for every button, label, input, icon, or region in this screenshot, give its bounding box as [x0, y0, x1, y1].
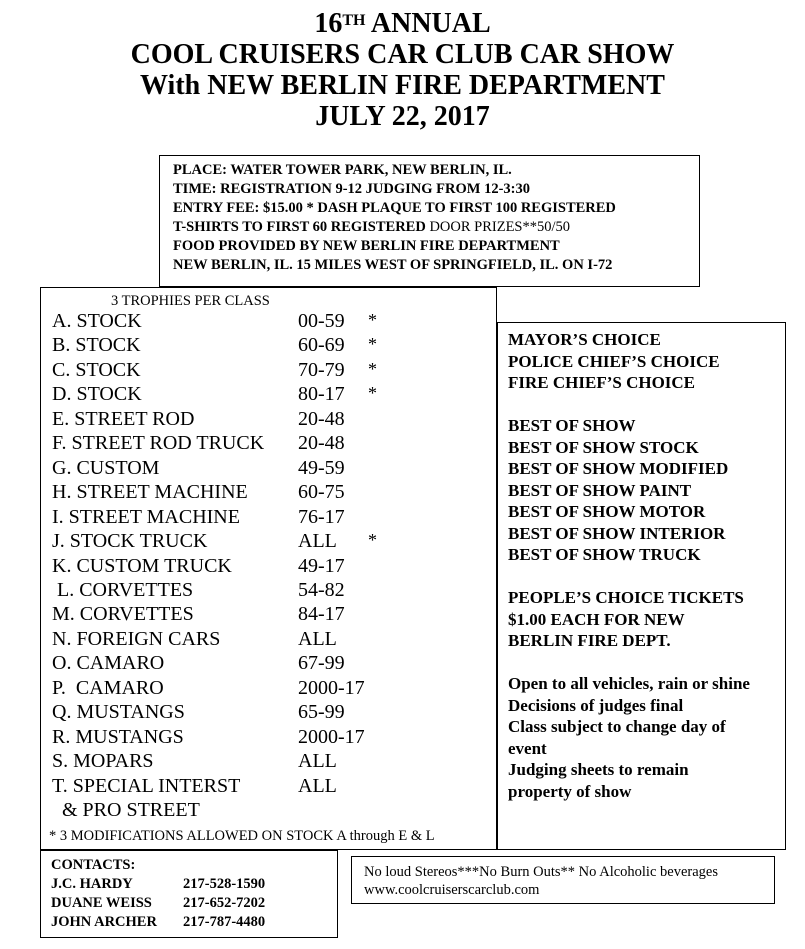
best-of-show-award: BEST OF SHOW MOTOR — [508, 502, 706, 521]
stock-footnote: * 3 MODIFICATIONS ALLOWED ON STOCK A through E & L — [49, 828, 435, 844]
class-years: ALL — [298, 627, 337, 650]
class-name: E. STREET ROD — [52, 407, 195, 430]
edition-suffix: TH — [342, 12, 366, 29]
choice-award: POLICE CHIEF’S CHOICE — [508, 351, 720, 371]
class-name: O. CAMARO — [52, 652, 165, 675]
class-years: 54-82 — [298, 578, 345, 601]
class-name: & PRO STREET — [52, 799, 200, 821]
class-name: R. MUSTANGS — [52, 725, 184, 748]
class-name: H. STREET MACHINE — [52, 481, 248, 504]
flyer-title — [0, 8, 805, 132]
stock-asterisk: * — [368, 334, 377, 355]
class-years: 20-48 — [298, 407, 345, 430]
stock-asterisk: * — [368, 383, 377, 404]
show-rule-line: Open to all vehicles, rain or shine — [508, 674, 750, 693]
class-name: J. STOCK TRUCK — [52, 530, 208, 553]
contact-row — [51, 913, 337, 932]
class-name: B. STOCK — [52, 334, 141, 357]
class-name: C. STOCK — [52, 358, 141, 381]
title-line-annual — [0, 8, 805, 39]
classes-box — [40, 287, 497, 850]
contacts-box — [40, 850, 338, 938]
show-rule-line: event — [508, 738, 547, 758]
spacer — [508, 652, 785, 674]
class-name: P. CAMARO — [52, 676, 164, 699]
peoples-choice-line: BERLIN FIRE DEPT. — [508, 631, 671, 650]
stock-asterisk: * — [368, 358, 377, 379]
location-line: NEW BERLIN, IL. 15 MILES WEST OF SPRINGFIELD, IL. ON I-72 — [173, 257, 613, 273]
class-name: K. CUSTOM TRUCK — [52, 554, 232, 577]
best-of-show-award: BEST OF SHOW STOCK — [508, 437, 699, 457]
contact-name: JOHN ARCHER — [51, 914, 157, 930]
spacer — [508, 394, 785, 416]
entry-fee-line: ENTRY FEE: $15.00 * DASH PLAQUE TO FIRST 100 REGISTERED — [173, 200, 616, 216]
event-info-box — [159, 155, 700, 287]
best-of-show-award: BEST OF SHOW — [508, 416, 636, 435]
contacts-heading: CONTACTS: — [51, 857, 136, 873]
class-name: D. STOCK — [52, 383, 142, 406]
best-of-show-award: BEST OF SHOW INTERIOR — [508, 523, 726, 543]
title-line-partner: With NEW BERLIN FIRE DEPARTMENT — [140, 70, 665, 101]
door-prizes-text: DOOR PRIZES**50/50 — [429, 219, 571, 235]
stock-asterisk: * — [368, 310, 377, 330]
title-line-show: COOL CRUISERS CAR CLUB CAR SHOW — [130, 39, 675, 70]
awards-list — [508, 329, 785, 802]
contact-phone[interactable]: 217-528-1590 — [183, 876, 266, 892]
show-rule-line: Class subject to change day of — [508, 717, 726, 736]
contact-row — [51, 894, 337, 913]
peoples-choice-line: PEOPLE’S CHOICE TICKETS — [508, 588, 744, 607]
peoples-choice-line: $1.00 EACH FOR NEW — [508, 609, 685, 629]
class-years: 49-17 — [298, 554, 345, 577]
website-link[interactable]: www.coolcruiserscarclub.com — [364, 882, 540, 898]
show-rule-line: Judging sheets to remain — [508, 760, 689, 779]
class-years: 67-99 — [298, 652, 345, 675]
tshirts-text: T-SHIRTS TO FIRST 60 REGISTERED — [173, 219, 430, 235]
place-line: PLACE: WATER TOWER PARK, NEW BERLIN, IL. — [173, 162, 512, 178]
class-years: 2000-17 — [298, 725, 365, 748]
spacer — [508, 566, 785, 588]
class-years: ALL — [298, 774, 337, 797]
class-years: ALL — [298, 530, 337, 553]
trophies-note: 3 TROPHIES PER CLASS — [111, 293, 270, 309]
class-years: 00-59 — [298, 310, 345, 332]
choice-award: MAYOR’S CHOICE — [508, 330, 661, 349]
tshirts-line — [173, 218, 699, 237]
class-years: 84-17 — [298, 603, 345, 626]
contact-phone[interactable]: 217-787-4480 — [183, 914, 266, 930]
show-rules: No loud Stereos***No Burn Outs** No Alcoholic beverages — [364, 864, 718, 880]
title-line-date: JULY 22, 2017 — [315, 101, 490, 132]
awards-box — [497, 322, 786, 850]
class-name: I. STREET MACHINE — [52, 505, 240, 528]
class-years: 20-48 — [298, 432, 345, 455]
best-of-show-award: BEST OF SHOW MODIFIED — [508, 459, 729, 478]
class-years: 80-17 — [298, 383, 345, 406]
contact-row — [51, 875, 337, 894]
class-name: F. STREET ROD TRUCK — [52, 432, 265, 455]
class-years: ALL — [298, 750, 337, 773]
best-of-show-award: BEST OF SHOW TRUCK — [508, 545, 701, 564]
edition-number: 16 — [314, 8, 343, 39]
time-line: TIME: REGISTRATION 9-12 JUDGING FROM 12-3:30 — [173, 181, 530, 197]
choice-award: FIRE CHIEF’S CHOICE — [508, 373, 696, 392]
class-name: G. CUSTOM — [52, 456, 160, 479]
class-name: Q. MUSTANGS — [52, 701, 185, 724]
class-name: M. CORVETTES — [52, 603, 194, 626]
contact-list — [51, 875, 337, 932]
contact-name: DUANE WEISS — [51, 895, 152, 911]
class-name: L. CORVETTES — [52, 578, 194, 601]
annual-label: ANNUAL — [365, 8, 491, 39]
food-line: FOOD PROVIDED BY NEW BERLIN FIRE DEPARTMENT — [173, 238, 560, 254]
class-years: 60-75 — [298, 481, 345, 504]
best-of-show-award: BEST OF SHOW PAINT — [508, 480, 692, 500]
show-rule-line: property of show — [508, 781, 632, 801]
contact-name: J.C. HARDY — [51, 876, 133, 892]
class-name: N. FOREIGN CARS — [52, 627, 221, 650]
class-name: A. STOCK — [52, 310, 142, 332]
contact-phone[interactable]: 217-652-7202 — [183, 895, 266, 911]
show-rule-line: Decisions of judges final — [508, 695, 684, 715]
class-years: 49-59 — [298, 456, 345, 479]
notes-box — [351, 856, 775, 904]
class-name: T. SPECIAL INTERST — [52, 774, 241, 797]
class-years: 76-17 — [298, 505, 345, 528]
class-years: 70-79 — [298, 358, 345, 381]
stock-asterisk: * — [368, 530, 377, 551]
class-years: 2000-17 — [298, 676, 365, 699]
class-years: 60-69 — [298, 334, 345, 357]
class-name: S. MOPARS — [52, 750, 154, 773]
class-years: 65-99 — [298, 701, 345, 724]
